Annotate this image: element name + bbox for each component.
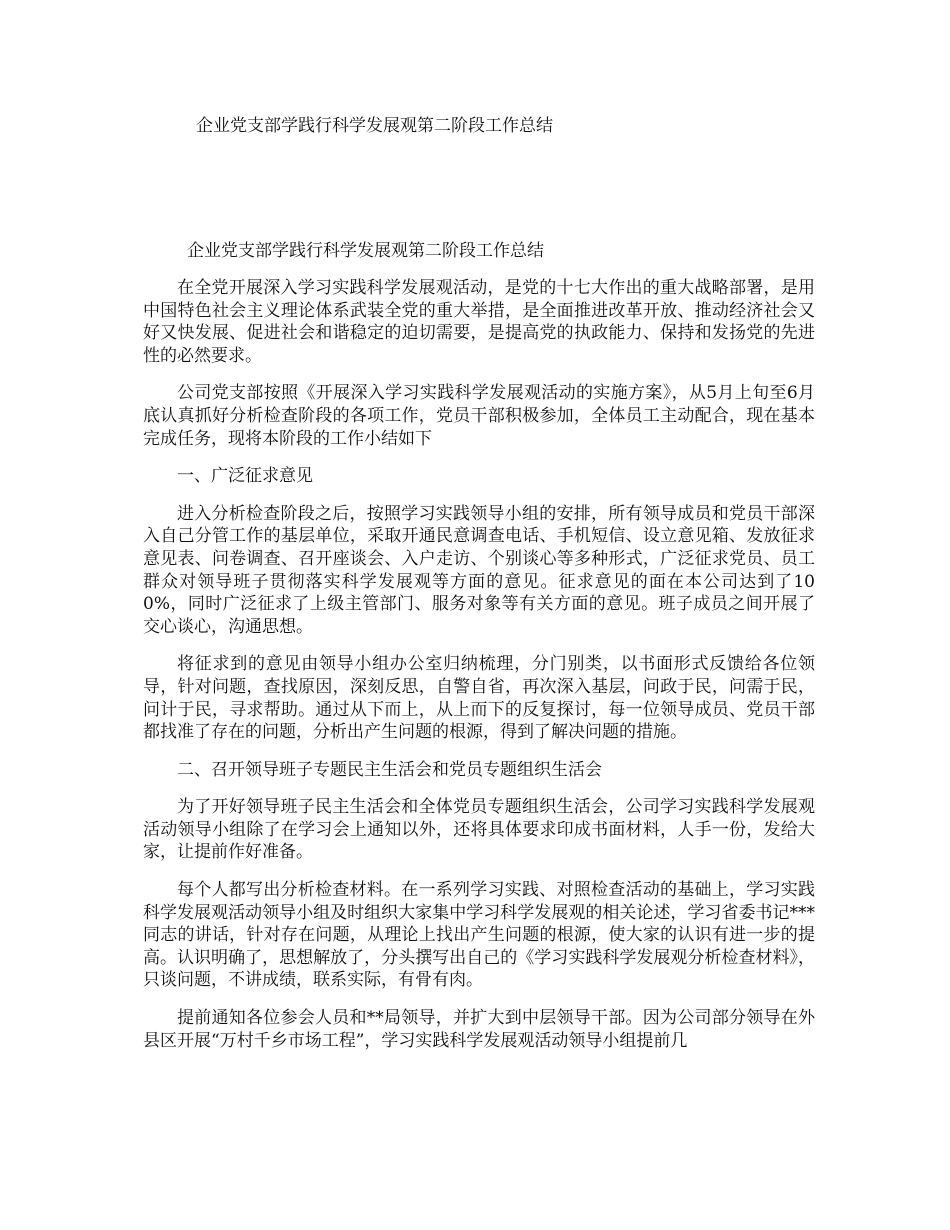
paragraph-collect-opinions: 进入分析检查阶段之后，按照学习实践领导小组的安排，所有领导成员和党员干部深入自己分管工作的基层单位，采取开通民意调查电话、手机短信、设立意见箱、发放征求意见表、问卷调查、召开座谈会、入户走访、个别谈心等多种形式，广泛征求党员、员工群众对领导班子贯彻落实科学发展观等方面的意见。征求意见的面在本公司达到了100%，同时广泛征求了上级主管部门、服务对象等有关方面的意见。班子成员之间开展了交心谈心，沟通思想。 bbox=[143, 503, 815, 637]
paragraph-intro: 在全党开展深入学习实践科学发展观活动，是党的十七大作出的重大战略部署，是用中国特色社会主义理论体系武装全党的重大举措，是全面推进改革开放、推动经济社会又好又快发展、促进社会和谐稳定的迫切需要，是提高党的执政能力、保持和发扬党的先进性的必然要求。 bbox=[143, 278, 815, 366]
document-body bbox=[143, 240, 815, 1067]
section-heading-1: 一、广泛征求意见 bbox=[177, 466, 313, 487]
document-subtitle: 企业党支部学践行科学发展观第二阶段工作总结 bbox=[187, 241, 544, 261]
paragraph-feedback: 将征求到的意见由领导小组办公室归纳梳理，分门别类，以书面形式反馈给各位领导，针对问题，查找原因，深刻反思，自警自省，再次深入基层，问政于民，问需于民，问计于民，寻求帮助。通过从下而上，从上而下的反复探讨，每一位领导成员、党员干部都找准了存在的问题，分析出产生问题的根源，得到了解决问题的措施。 bbox=[143, 654, 815, 743]
paragraph-notify-attendees: 提前通知各位参会人员和**局领导，并扩大到中层领导干部。因为公司部分领导在外县区开展“万村千乡市场工程”，学习实践科学发展观活动领导小组提前几 bbox=[143, 1008, 815, 1051]
paragraph-overview: 公司党支部按照《开展深入学习实践科学发展观活动的实施方案》，从5月上旬至6月底认真抓好分析检查阶段的各项工作，党员干部积极参加，全体员工主动配合，现在基本完成任务，现将本阶段的工作小结如下 bbox=[143, 383, 815, 449]
document-title: 企业党支部学践行科学发展观第二阶段工作总结 bbox=[196, 116, 553, 136]
paragraph-meeting-prep: 为了开好领导班子民主生活会和全体党员专题组织生活会，公司学习实践科学发展观活动领导小组除了在学习会上通知以外，还将具体要求印成书面材料，人手一份，发给大家，让提前作好准备。 bbox=[143, 797, 815, 863]
section-heading-2: 二、召开领导班子专题民主生活会和党员专题组织生活会 bbox=[177, 759, 602, 780]
paragraph-analysis-materials: 每个人都写出分析检查材料。在一系列学习实践、对照检查活动的基础上，学习实践科学发展观活动领导小组及时组织大家集中学习科学发展观的相关论述，学习省委书记***同志的讲话，针对存在问题，从理论上找出产生问题的根源，使大家的认识有进一步的提高。认识明确了，思想解放了，分头撰写出自己的《学习实践科学发展观分析检查材料》，只谈问题，不讲成绩，联系实际，有骨有肉。 bbox=[143, 880, 815, 991]
